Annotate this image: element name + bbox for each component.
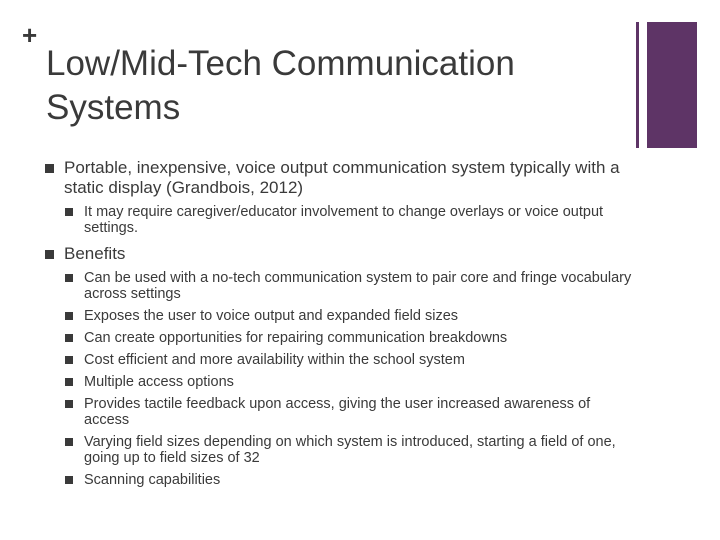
sub-bullet-item [64, 330, 634, 346]
page-title: Low/Mid-Tech Communication Systems [46, 44, 515, 127]
sub-bullet-list [64, 204, 634, 236]
accent-line [636, 22, 639, 148]
sub-bullet-text: Multiple access options [84, 374, 234, 390]
sub-bullet-text: Exposes the user to voice output and expanded field sizes [84, 308, 459, 324]
slide-body [44, 158, 634, 496]
sub-bullet-item [64, 472, 634, 488]
bullet-item-description [44, 158, 634, 236]
sub-bullet-item [64, 396, 634, 428]
square-bullet-icon [65, 378, 73, 386]
square-bullet-icon [65, 312, 73, 320]
square-bullet-icon [65, 274, 73, 282]
sub-bullet-text: Can create opportunities for repairing communication breakdowns [84, 330, 508, 346]
square-bullet-icon [65, 476, 73, 484]
bullet-item-benefits [44, 244, 634, 488]
square-bullet-icon [65, 356, 73, 364]
sub-bullet-item [64, 204, 634, 236]
sub-bullet-item [64, 308, 634, 324]
sub-bullet-text: Provides tactile feedback upon access, giving the user increased awareness of access [84, 396, 591, 428]
square-bullet-icon [45, 250, 54, 259]
square-bullet-icon [65, 400, 73, 408]
sub-bullet-text: Cost efficient and more availability within the school system [84, 352, 465, 368]
square-bullet-icon [65, 334, 73, 342]
sub-bullet-text: It may require caregiver/educator involvement to change overlays or voice output settings. [84, 204, 604, 236]
sub-bullet-item [64, 374, 634, 390]
sub-bullet-text: Scanning capabilities [84, 472, 221, 488]
bullet-text: Portable, inexpensive, voice output communication system typically with a static display (Grandbois, 2012) [64, 158, 620, 197]
sub-bullet-item [64, 270, 634, 302]
sub-bullet-text: Can be used with a no-tech communication system to pair core and fringe vocabulary across settings [84, 270, 632, 302]
sub-bullet-item [64, 352, 634, 368]
sub-bullet-text: Varying field sizes depending on which system is introduced, starting a field of one, going up to field sizes of 32 [84, 434, 616, 466]
square-bullet-icon [45, 164, 54, 173]
bullet-text: Benefits [64, 244, 126, 263]
square-bullet-icon [65, 208, 73, 216]
bullet-list [44, 158, 634, 488]
sub-bullet-item [64, 434, 634, 466]
plus-icon: + [22, 20, 38, 50]
square-bullet-icon [65, 438, 73, 446]
accent-block [647, 22, 697, 148]
sub-bullet-list [64, 270, 634, 488]
